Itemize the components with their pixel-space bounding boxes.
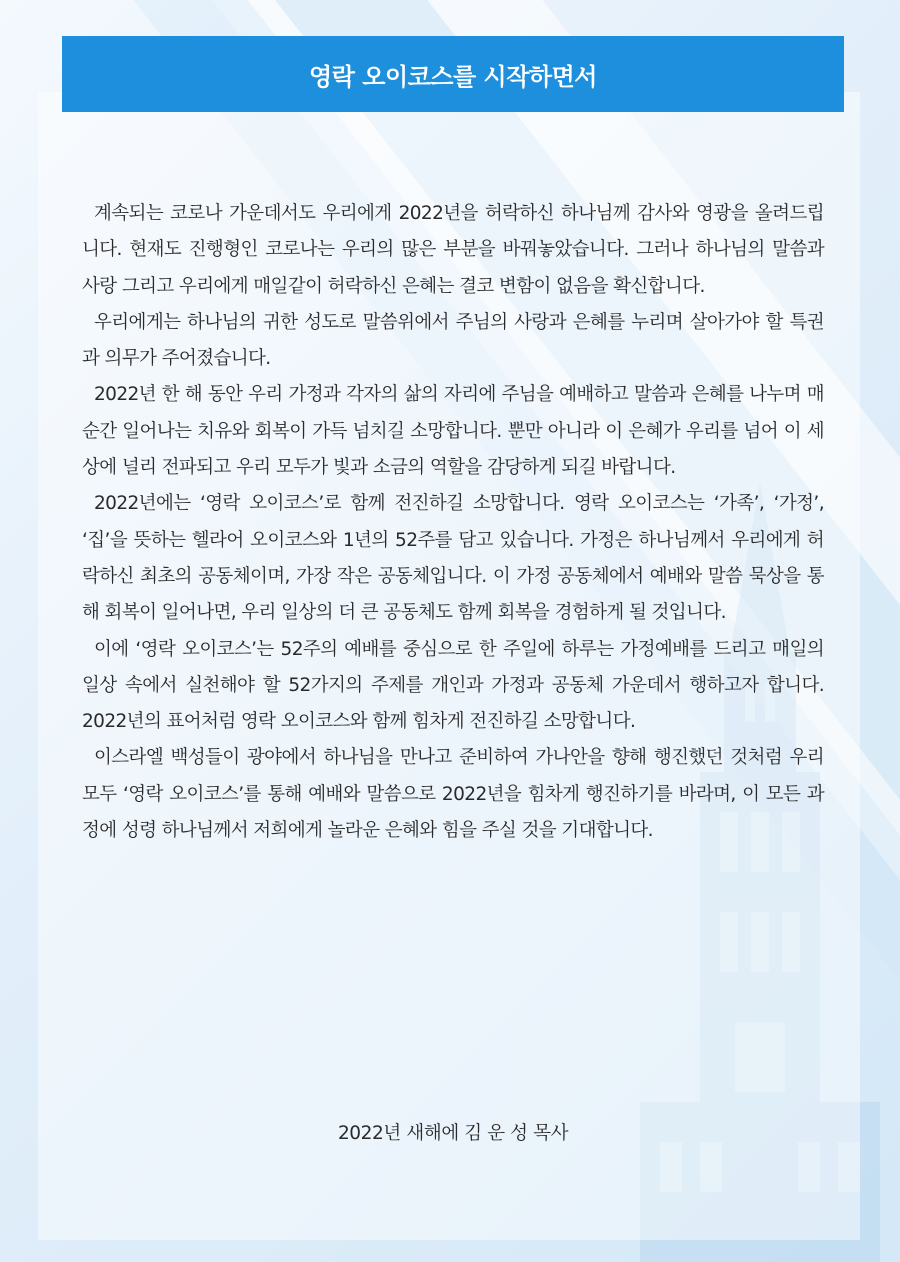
title-bar <box>62 36 844 112</box>
page-title: 영락 오이코스를 시작하면서 <box>309 62 597 91</box>
paragraph: 2022년 한 해 동안 우리 가정과 각자의 삶의 자리에 주님을 예배하고 말씀과 은혜를 나누며 매 순간 일어나는 치유와 회복이 가득 넘치길 소망합니다. 뿐만 아니라 이 은혜가 우리를 넘어 이 세상에 널리 전파되고 우리 모두가 빛과 소금의 역할을 감당하게 되길 바랍니다. <box>82 384 824 479</box>
letter-body <box>82 196 824 849</box>
signature: 2022년 새해에 김 운 성 목사 <box>337 1123 569 1144</box>
paragraph: 우리에게는 하나님의 귀한 성도로 말씀위에서 주님의 사랑과 은혜를 누리며 살아가야 할 특권과 의무가 주어졌습니다. <box>82 311 824 370</box>
paragraph: 2022년에는 ‘영락 오이코스’로 함께 전진하길 소망합니다. 영락 오이코스는 ‘가족’, ‘가정’, ‘집’을 뜻하는 헬라어 오이코스와 1년의 52주를 담고 있습니다. 가정은 하나님께서 우리에게 허락하신 최초의 공동체이며, 가장 작은 공동체입니다. 이 가정 공동체에서 예배와 말씀 묵상을 통해 회복이 일어나면, 우리 일상의 더 큰 공동체도 함께 회복을 경험하게 될 것입니다. <box>82 493 824 624</box>
paragraph: 이에 ‘영락 오이코스’는 52주의 예배를 중심으로 한 주일에 하루는 가정예배를 드리고 매일의 일상 속에서 실천해야 할 52가지의 주제를 개인과 가정과 공동체 가운데서 행하고자 합니다. 2022년의 표어처럼 영락 오이코스와 함께 힘차게 전진하길 소망합니다. <box>82 638 824 733</box>
paragraph: 이스라엘 백성들이 광야에서 하나님을 만나고 준비하여 가나안을 향해 행진했던 것처럼 우리 모두 ‘영락 오이코스’를 통해 예배와 말씀으로 2022년을 힘차게 행진하기를 바라며, 이 모든 과정에 성령 하나님께서 저희에게 놀라운 은혜와 힘을 주실 것을 기대합니다. <box>82 747 824 842</box>
paragraph: 계속되는 코로나 가운데서도 우리에게 2022년을 허락하신 하나님께 감사와 영광을 올려드립니다. 현재도 진행형인 코로나는 우리의 많은 부분을 바꿔놓았습니다. 그러나 하나님의 말씀과 사랑 그리고 우리에게 매일같이 허락하신 은혜는 결코 변함이 없음을 확신합니다. <box>82 203 824 297</box>
